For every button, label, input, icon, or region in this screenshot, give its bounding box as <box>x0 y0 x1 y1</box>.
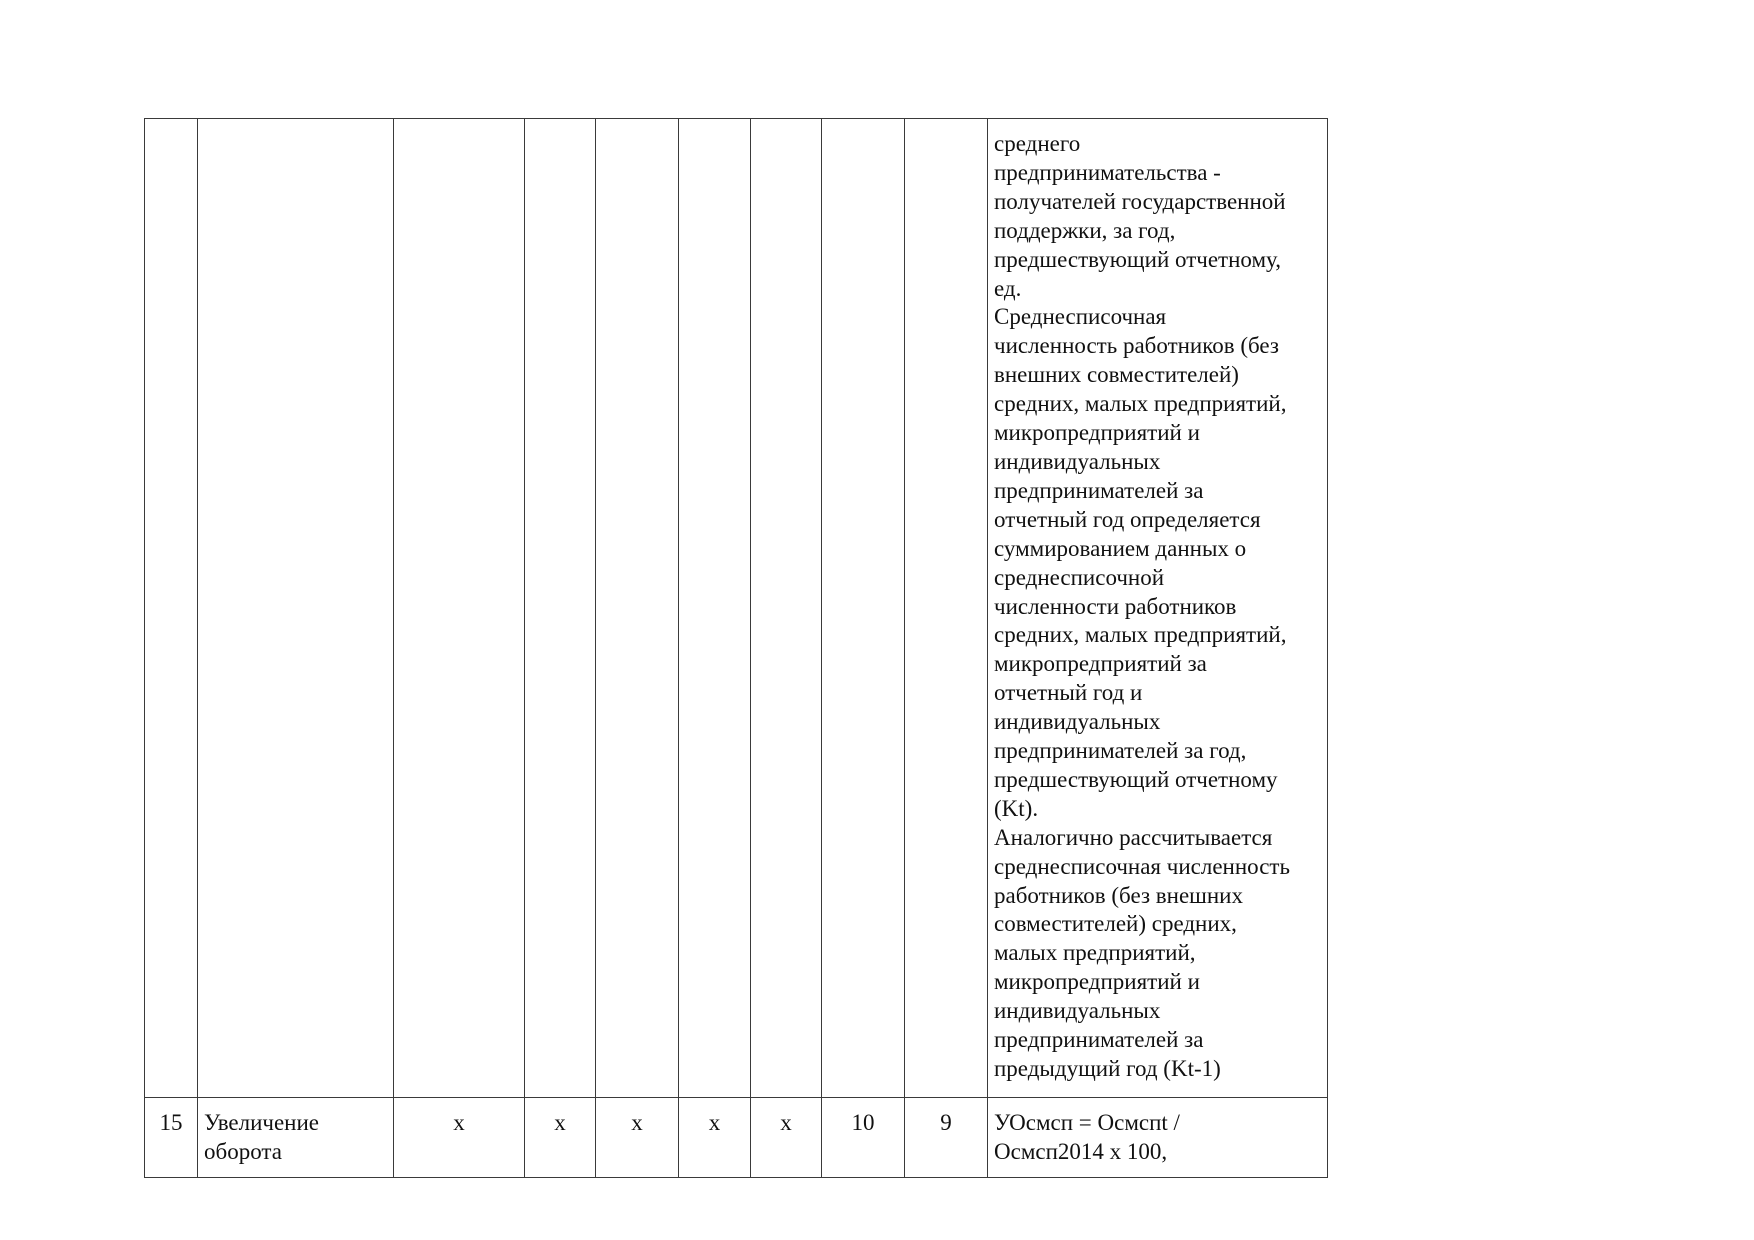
cell-col9 <box>905 119 988 1098</box>
cell-col6 <box>679 119 751 1098</box>
cell-col8 <box>822 119 905 1098</box>
indicator-table <box>144 118 1328 1178</box>
cell-col5: х <box>596 1098 679 1178</box>
cell-col7 <box>751 119 822 1098</box>
cell-col6: х <box>679 1098 751 1178</box>
description-text: среднего предпринимательства - получателей государственной поддержки, за год, предшествующий отчетному, ед. Среднесписочная численность работников (без внешних совместителей) средних, малых предприятий, микропредприятий и индивидуальных предпринимателей за отчетный год определяется суммированием данных о среднесписочной численности работников средних, малых предприятий, микропредприятий за отчетный год и индивидуальных предпринимателей за год, предшествующий отчетному (Kt). Аналогично рассчитывается среднесписочная численность работников (без внешних совместителей) средних, малых предприятий, микропредприятий и индивидуальных предпринимателей за предыдущий год (Kt-1) <box>994 131 1290 1081</box>
cell-col5 <box>596 119 679 1098</box>
cell-col4: х <box>525 1098 596 1178</box>
indicator-name-line: Увеличение <box>204 1110 320 1135</box>
cell-col3 <box>394 119 525 1098</box>
cell-col4 <box>525 119 596 1098</box>
formula-line: Осмсп2014 х 100, <box>994 1138 1168 1164</box>
formula-line: УОсмсп = Осмспt / <box>994 1110 1180 1135</box>
cell-name <box>198 1098 394 1178</box>
cell-description <box>988 119 1328 1098</box>
cell-col9: 9 <box>905 1098 988 1178</box>
cell-number: 15 <box>145 1098 198 1178</box>
cell-name <box>198 119 394 1098</box>
cell-col3: х <box>394 1098 525 1178</box>
table-row-continued <box>145 119 1328 1098</box>
indicator-name-line: оборота <box>204 1138 282 1164</box>
cell-col8: 10 <box>822 1098 905 1178</box>
table-row-15 <box>145 1098 1328 1178</box>
cell-formula <box>988 1098 1328 1178</box>
cell-number <box>145 119 198 1098</box>
cell-col7: х <box>751 1098 822 1178</box>
